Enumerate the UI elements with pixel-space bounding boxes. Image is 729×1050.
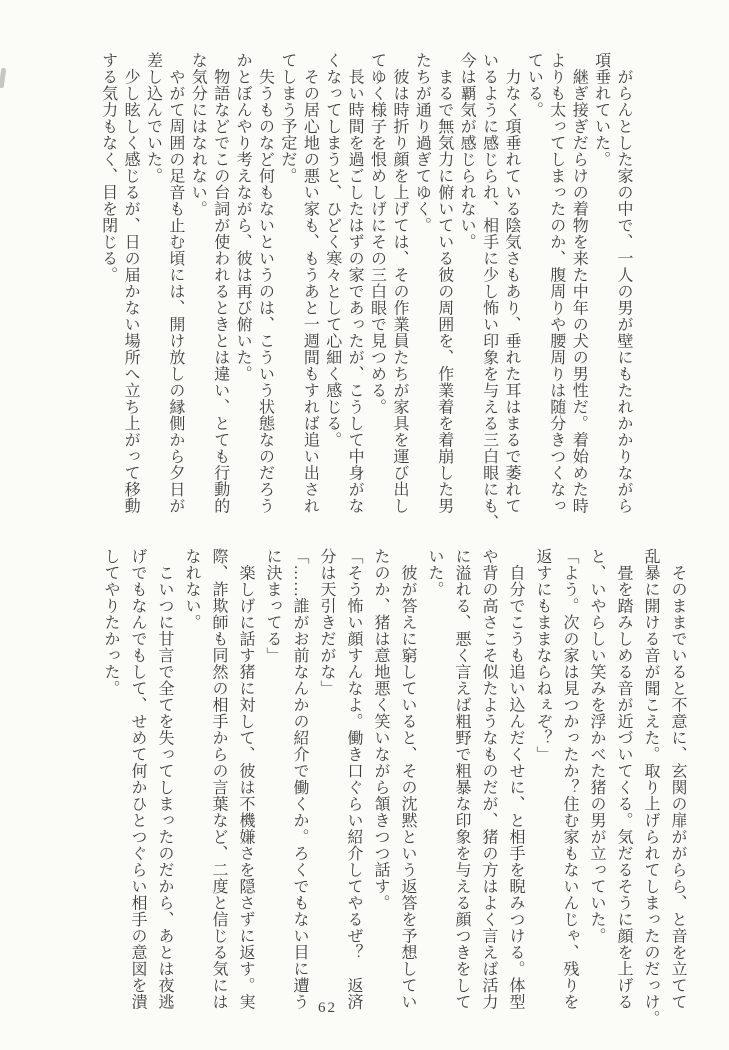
text-line: 「……誰がお前なんかの紹介で働くか。ろくでもない目に遭う [291, 548, 308, 1010]
text-line: 畳を踏みしめる音が近づいてくる。気だるそうに顔を上げる [615, 548, 632, 1010]
text-line: や背の高さこそ似たようなものだが、猪の方はよく言えば活力 [480, 548, 497, 1010]
text-line: 彼が答えに窮していると、その沈黙という返答を予想してい [399, 548, 416, 1010]
text-line: なれない。 [183, 548, 200, 631]
text-line: 少し眩しく感じるが、日の届かない場所へ立ち上がって移動 [122, 52, 140, 514]
text-line: 際、詐欺師も同然の相手からの言葉など、二度と信じる気には [210, 548, 227, 1010]
text-line: してやりたかった。 [102, 548, 119, 697]
text-line: 差し込んでいた。 [144, 52, 162, 184]
text-line: てしまう予定だ。 [278, 52, 296, 184]
text-line: かとぼんやり考えながら、彼は再び俯いた。 [234, 52, 252, 382]
text-line: そのままでいると不意に、玄関の扉ががらら、と音を立てて [669, 548, 686, 1010]
text-line: 物語などでこの台詞が使われるときとは違い、とても行動的 [211, 52, 229, 514]
text-line: に決まってる」 [264, 548, 281, 664]
text-line: ている。 [525, 52, 543, 118]
text-line: 長い時間を過ごしたはずの家であったが、こうして中身がな [346, 52, 364, 514]
text-line: 返すにもままならねぇぞ？」 [534, 548, 551, 763]
text-line: に溢れる、悪く言えば粗野で粗暴な印象を与える顔つきをして [453, 548, 470, 1010]
text-line: くなってしまうと、ひどく寒々として心細く感じる。 [323, 52, 341, 448]
text-line: 今は覇気が感じられない。 [458, 52, 476, 250]
text-line: 分は天引きだがな」 [318, 548, 335, 697]
top-text-block [96, 52, 634, 531]
text-line: げでもなんでもして、せめて何かひとつぐらい相手の意図を潰 [129, 548, 146, 1010]
text-line: 自分でこうも追い込んだくせに、と相手を睨みつける。体型 [507, 548, 524, 1010]
text-line: 「よう。次の家は見つかったか？住む家もないんじゃ、残りを [561, 548, 578, 1010]
text-line: たちが通り過ぎてゆく。 [413, 52, 431, 234]
text-line: いるように感じられ、相手に少し怖い印象を与える三白眼にも、 [480, 52, 498, 531]
text-line: な気分にはなれない。 [189, 52, 207, 217]
text-line: まるで無気力に俯いている彼の周囲を、作業着を着崩した男 [435, 52, 453, 514]
text-line: 楽しげに話す猪に対して、彼は不機嫌さを隠さずに返す。実 [237, 548, 254, 1010]
text-line: やがて周囲の足音も止む頃には、開け放しの縁側から夕日が [166, 52, 184, 514]
text-line: こいつに甘言で全てを失ってしまったのだから、あとは夜逃 [156, 548, 173, 1010]
text-line: 失うものなど何もないというのは、こういう状態なのだろう [256, 52, 274, 514]
text-line: する気力もなく、目を閉じる。 [99, 52, 117, 283]
text-line: と、いやらしい笑みを浮かべた猪の男が立っていた。 [588, 548, 605, 944]
text-line: がらんとした家の中で、一人の男が壁にもたれかかりながら [615, 52, 632, 514]
text-line: 項垂れていた。 [592, 52, 610, 168]
text-line: てゆく様子を恨めしげにその三白眼で見つめる。 [368, 52, 386, 415]
text-line: 乱暴に開ける音が聞こえた。取り上げられてしまったのだっけ。 [642, 548, 659, 1027]
text-line: 「そう怖い顔すんなよ。働き口ぐらい紹介してやるぜ？ 返済 [345, 548, 362, 1010]
text-line: その居心地の悪い家も、もうあと一週間もすれば追い出され [301, 52, 319, 514]
text-line: 力なく項垂れている陰気さもあり、垂れた耳はまるで萎れて [502, 52, 520, 514]
text-line: 継ぎ接ぎだらけの着物を来た中年の犬の男性だ。着始めた時 [570, 52, 588, 514]
page-number: 62 [318, 1000, 337, 1016]
text-line: よりも太ってしまったのか、腹周りや腰周りは随分きつくなっ [547, 52, 565, 514]
text-line: いた。 [426, 548, 443, 598]
text-line: たのか、猪は意地悪く笑いながら頷きつつ話す。 [372, 548, 389, 911]
bottom-text-block [97, 548, 691, 1040]
text-line: 彼は時折り顔を上げては、その作業員たちが家具を運び出し [390, 52, 408, 514]
scan-edge-artifact [0, 68, 6, 89]
